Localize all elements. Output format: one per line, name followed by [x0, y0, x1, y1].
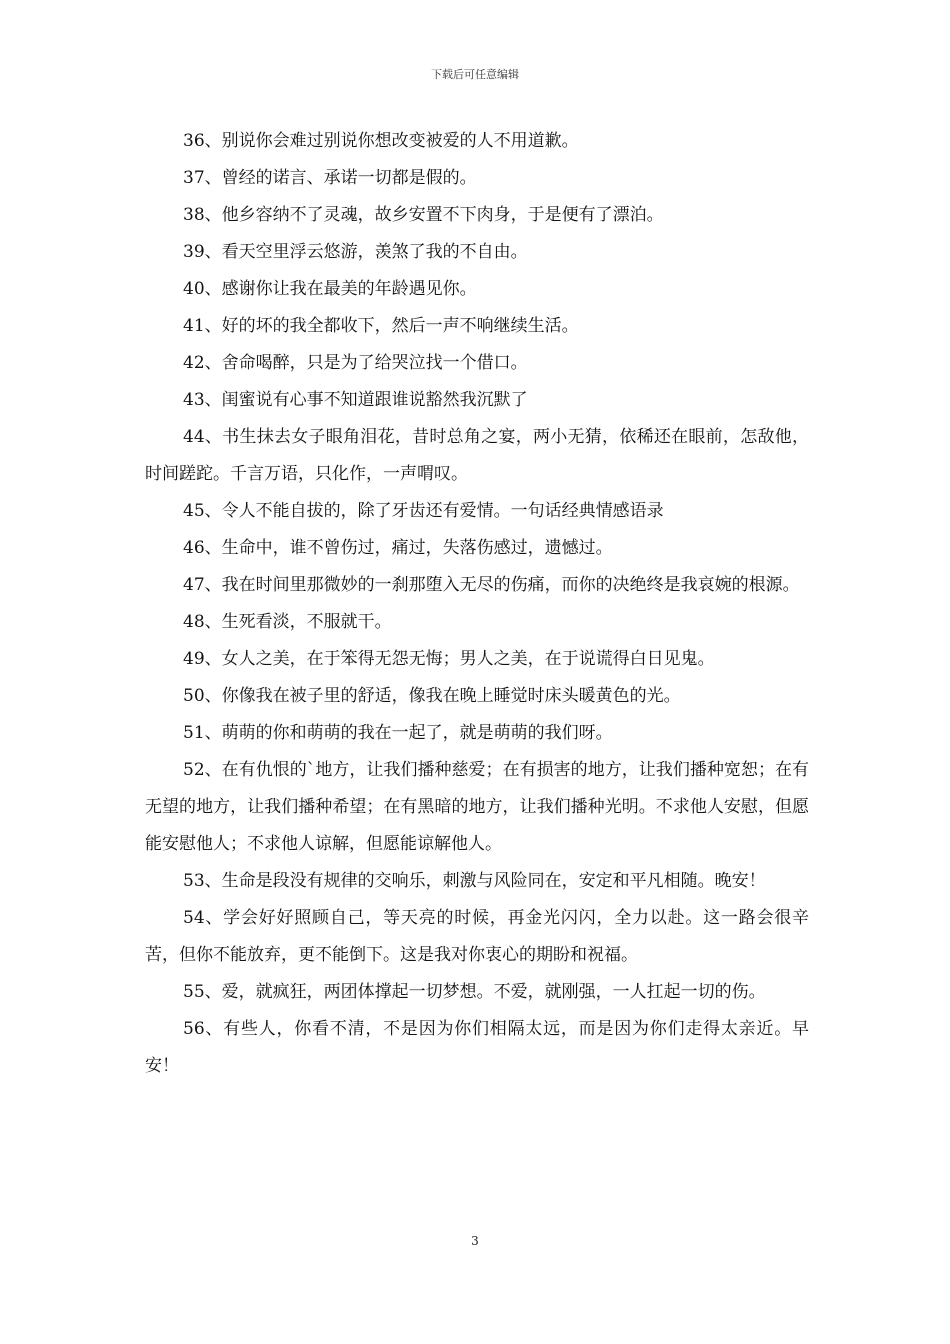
paragraph-49: 49、女人之美，在于笨得无怨无悔；男人之美，在于说谎得白日见鬼。 — [183, 649, 715, 669]
paragraph-54: 54、学会好好照顾自己，等天亮的时候，再金光闪闪，全力以赴。这一路会很辛苦，但你不能放弃，更不能倒下。这是我对你衷心的期盼和祝福。 — [145, 908, 809, 965]
document-body — [145, 123, 809, 1085]
page-number: 3 — [471, 1234, 479, 1248]
paragraph-45: 45、令人不能自拔的，除了牙齿还有爱情。一句话经典情感语录 — [183, 501, 664, 521]
paragraph-44: 44、书生抹去女子眼角泪花，昔时总角之宴，两小无猜，依稀还在眼前，怎敌他，时间蹉跎。千言万语，只化作，一声喟叹。 — [145, 427, 809, 484]
paragraph-52: 52、在有仇恨的`地方，让我们播种慈爱；在有损害的地方，让我们播种宽恕；在有无望的地方，让我们播种希望；在有黑暗的地方，让我们播种光明。不求他人安慰，但愿能安慰他人；不求他人谅解，但愿能谅解他人。 — [145, 760, 809, 854]
paragraph-36: 36、别说你会难过别说你想改变被爱的人不用道歉。 — [183, 131, 579, 151]
paragraph-38: 38、他乡容纳不了灵魂，故乡安置不下肉身，于是便有了漂泊。 — [183, 205, 664, 225]
paragraph-42: 42、舍命喝醉，只是为了给哭泣找一个借口。 — [183, 353, 528, 373]
paragraph-56: 56、有些人，你看不清，不是因为你们相隔太远，而是因为你们走得太亲近。早安！ — [145, 1019, 809, 1076]
paragraph-46: 46、生命中，谁不曾伤过，痛过，失落伤感过，遗憾过。 — [183, 538, 613, 558]
paragraph-51: 51、萌萌的你和萌萌的我在一起了，就是萌萌的我们呀。 — [183, 723, 613, 743]
paragraph-40: 40、感谢你让我在最美的年龄遇见你。 — [183, 279, 477, 299]
paragraph-39: 39、看天空里浮云悠游，羡煞了我的不自由。 — [183, 242, 528, 262]
paragraph-37: 37、曾经的诺言、承诺一切都是假的。 — [183, 168, 477, 188]
paragraph-55: 55、爱，就疯狂，两团体撑起一切梦想。不爱，就刚强，一人扛起一切的伤。 — [183, 982, 766, 1002]
paragraph-41: 41、好的坏的我全都收下，然后一声不响继续生活。 — [183, 316, 579, 336]
paragraph-50: 50、你像我在被子里的舒适，像我在晚上睡觉时床头暖黄色的光。 — [183, 686, 681, 706]
paragraph-47: 47、我在时间里那微妙的一刹那堕入无尽的伤痛，而你的决绝终是我哀婉的根源。 — [183, 575, 800, 595]
paragraph-48: 48、生死看淡，不服就干。 — [183, 612, 392, 632]
paragraph-53: 53、生命是段没有规律的交响乐，刺激与风险同在，安定和平凡相随。晚安！ — [183, 871, 766, 891]
paragraph-43: 43、闺蜜说有心事不知道跟谁说豁然我沉默了 — [183, 390, 528, 410]
header-note: 下载后可任意编辑 — [431, 68, 519, 81]
